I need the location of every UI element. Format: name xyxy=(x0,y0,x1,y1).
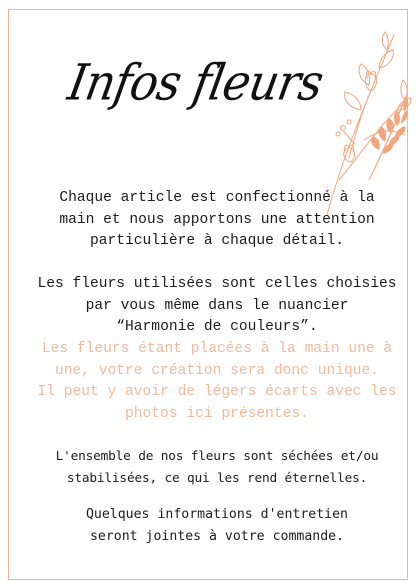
text-line: L'ensemble de nos fleurs sont séchées et/ou xyxy=(55,449,379,464)
paragraph-care-info xyxy=(29,504,405,547)
text-line: seront jointes à votre commande. xyxy=(89,528,345,544)
text-line: Les fleurs étant placées à la main une à xyxy=(41,341,393,357)
paragraph-unique-creation xyxy=(29,339,405,425)
paragraph-flower-choice xyxy=(29,274,405,339)
paragraph-dried-flowers xyxy=(29,446,405,489)
page-title: Infos fleurs xyxy=(63,52,328,112)
text-line: une, votre création sera donc unique. xyxy=(54,362,380,379)
text-line: par vous même dans le nuancier xyxy=(85,297,349,314)
text-line: “Harmonie de couleurs”. xyxy=(116,319,318,335)
text-line: main et nous apportons une attention xyxy=(59,211,375,228)
text-line: Chaque article est confectionné à la xyxy=(59,190,375,206)
text-line: stabilisées, ce qui les rend éternelles. xyxy=(66,470,368,486)
text-line: Il peut y avoir de légers écarts avec les xyxy=(37,384,397,400)
paragraph-handmade xyxy=(29,188,405,253)
text-line: Quelques informations d'entretien xyxy=(85,507,348,522)
text-line: Les fleurs utilisées sont celles choisies xyxy=(37,276,397,292)
info-card xyxy=(8,9,408,580)
text-line: photos ici présentes. xyxy=(125,405,309,422)
text-line: particulière à chaque détail. xyxy=(90,233,344,249)
